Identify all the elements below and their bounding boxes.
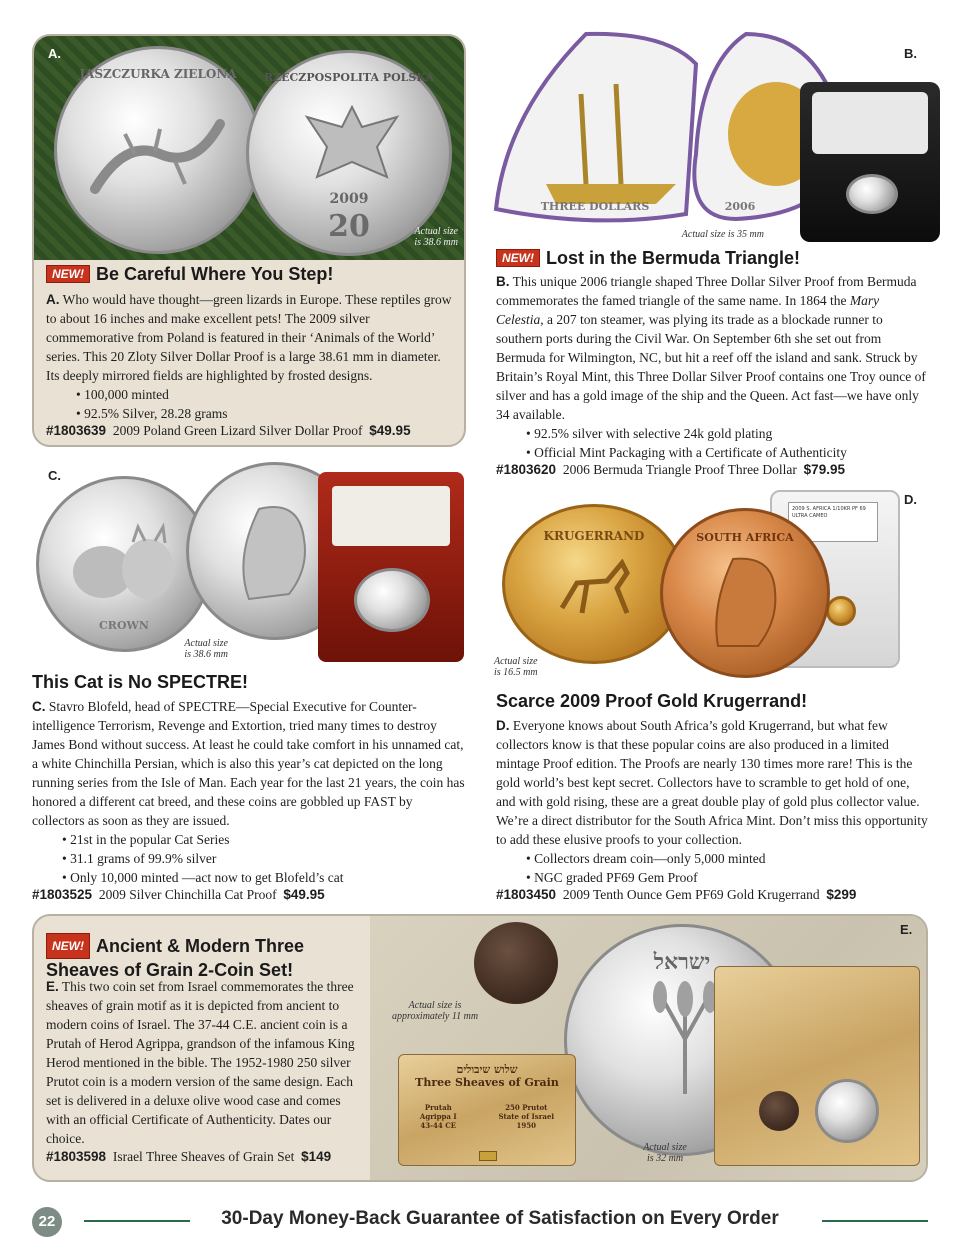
slab-coin (826, 596, 856, 626)
section-a-order-line (46, 423, 411, 439)
sku-number: #1803620 (496, 462, 557, 477)
bullet-item: • 92.5% silver with selective 24k gold plating (526, 424, 930, 443)
case-ancient-coin (759, 1091, 799, 1131)
cat-icon (63, 517, 183, 607)
section-c-body-letter: C. (32, 699, 46, 714)
bermuda-presentation-case (800, 82, 940, 242)
lizard-coins-photo (34, 36, 464, 260)
bermuda-coin-legend: THREE DOLLARS (540, 200, 650, 213)
case-title: Three Sheaves of Grain (415, 1076, 559, 1089)
case-coin (846, 174, 898, 214)
bullet-item: • 31.1 grams of 99.9% silver (62, 849, 466, 868)
eagle-icon (297, 97, 407, 187)
section-c-letter: C. (48, 468, 61, 483)
sku-number: #1803598 (46, 1149, 107, 1164)
product-name: 2009 Silver Chinchilla Cat Proof (98, 887, 277, 902)
section-b-size-caption: Actual size is 35 mm (681, 229, 764, 240)
section-a-title: NEW! Be Careful Where You Step! (46, 264, 333, 285)
price: $299 (826, 887, 857, 902)
kruger-portrait-icon (703, 551, 793, 651)
lizard-icon (85, 99, 235, 209)
new-badge: NEW! (46, 933, 90, 959)
sku-number: #1803525 (32, 887, 93, 902)
poland-coin-value: 20 (328, 209, 370, 244)
krugerrand-springbok-coin (502, 504, 686, 664)
section-d-bullets (526, 849, 930, 887)
bermuda-coin-year: 2006 (724, 200, 756, 213)
section-c-order-line (32, 887, 325, 903)
section-a-body-letter: A. (46, 292, 60, 307)
product-name: 2006 Bermuda Triangle Proof Three Dollar (562, 462, 797, 477)
case-modern-coin (815, 1079, 879, 1143)
price: $79.95 (803, 462, 845, 477)
section-d-title: Scarce 2009 Proof Gold Krugerrand! (496, 691, 808, 711)
cat-coin (36, 476, 212, 652)
footer-rule-left (84, 1220, 190, 1222)
section-b-order-line (496, 462, 845, 478)
section-b-body: B. This unique 2006 triangle shaped Three Dollar Silver Proof from Bermuda commemorates the famed triangle of the same name. In 1864 the Mary Celestia, a 207 ton steamer, was plying its trade as a blockade runner to southern ports during the Civil War. On September 6th she set out from Bermuda for Wilmington, NC, but hit a reef off the island and sank. Struck by Britain’s Royal Mint, this Three Dollar Silver Proof contains one Troy ounce of silver and has a gold image of the ship and the Queen. Act fast—we have only 34 available. • 92.5% silver with selective 24k gold plating • Official Mint Packaging with a Certificate of Authenticity (496, 272, 930, 462)
section-b-body-letter: B. (496, 274, 510, 289)
bullet-item: • 100,000 minted (76, 385, 454, 404)
section-e-body: E. This two coin set from Israel commemorates the three sheaves of grain motif as it is depicted from ancient to modern coins of Israel. The 37-44 C.E. ancient coin is a Prutah of Herod Agrippa, grandson of the infamous King Herod mentioned in the bible. The 1952-1980 250 silver Prutot coin is a modern version of the same design. Each set is delivered in a deluxe olive wood case and comes with an official Certificate of Authenticity. Dates our choice. (46, 979, 355, 1146)
section-e-large-size-caption: Actual size is 32 mm (643, 1142, 687, 1164)
kruger-portrait-coin (660, 508, 830, 678)
footer-rule-right (822, 1220, 928, 1222)
page-number: 22 (32, 1207, 62, 1237)
ancient-prutah-coin (474, 922, 558, 1004)
section-e-body-letter: E. (46, 979, 59, 994)
section-a-size-caption: Actual size is 38.6 mm (414, 226, 458, 248)
new-badge: NEW! (46, 265, 90, 283)
slab-label: 2009 S. AFRICA 1/10KR PF 69 ULTRA CAMEO (788, 502, 878, 542)
product-name: Israel Three Sheaves of Grain Set (112, 1149, 295, 1164)
bullet-item: • 21st in the popular Cat Series (62, 830, 466, 849)
section-c-size-caption: Actual size is 38.6 mm (184, 638, 228, 660)
section-e-title: NEW! Ancient & Modern Three Sheaves of Grain 2-Coin Set! (46, 933, 304, 981)
sku-number: #1803639 (46, 423, 107, 438)
bullet-item: • NGC graded PF69 Gem Proof (526, 868, 930, 887)
poland-coin-year: 2009 (329, 191, 369, 207)
kruger-coin-legend: SOUTH AFRICA (696, 531, 794, 544)
bullet-item: • 92.5% Silver, 28.28 grams (76, 404, 454, 423)
section-b-letter: B. (904, 46, 917, 61)
section-a-body: A. Who would have thought—green lizards in Europe. These reptiles grow to about 16 inches and make excellent pets! The 2009 silver commemorative from Poland is featured in their ‘Animals of the World’ series. This 20 Zloty Silver Dollar Proof is a large 38.61 mm in diameter. Its deeply mirrored fields are highlighted by frosted designs. • 100,000 minted • 92.5% Silver, 28.28 grams (46, 290, 454, 423)
cat-coin-legend: CROWN (99, 619, 149, 632)
sku-number: #1803450 (496, 887, 557, 902)
lizard-coin (54, 46, 262, 254)
cat-presentation-case (318, 472, 464, 662)
israel-coin-legend: ישראל (653, 949, 711, 975)
section-c-bullets (62, 830, 466, 887)
product-name: 2009 Tenth Ounce Gem PF69 Gold Krugerrand (562, 887, 820, 902)
bullet-item: • Collectors dream coin—only 5,000 minted (526, 849, 930, 868)
olive-wood-case-lid (398, 1054, 576, 1166)
queen-portrait-icon (229, 499, 319, 609)
price: $49.95 (283, 887, 325, 902)
case-right-inscription: 250 Prutot State of Israel 1950 (498, 1103, 555, 1130)
olive-wood-case-open (714, 966, 920, 1166)
section-d-body-letter: D. (496, 718, 510, 733)
section-e-small-size-caption: Actual size is approximately 11 mm (391, 1000, 479, 1022)
guarantee-banner: 30-Day Money-Back Guarantee of Satisfaction on Every Order (221, 1208, 779, 1229)
section-c-title: This Cat is No SPECTRE! (32, 672, 249, 692)
bullet-item: • Only 10,000 minted —act now to get Blofeld’s cat (62, 868, 466, 887)
springbok-icon (547, 553, 647, 623)
section-c-body: C. Stavro Blofeld, head of SPECTRE—Special Executive for Counter-intelligence Terrorism, Revenge and Extortion, tried many times to destroy James Bond without success. At least he could take comfort in his unnamed cat, a white Chinchilla Persian, which is also this year’s cat depicted on the long running series from the Isle of Man. Each year for the last 21 years, the coin has honored a different cat breed, and these coins are gobbled up FAST by collectors as soon as they are issued. • 21st in the popular Cat Series • 31.1 grams of 99.9% silver • Only 10,000 minted —act now to get Blofeld’s cat (32, 697, 466, 887)
price: $49.95 (369, 423, 411, 438)
lizard-coin-legend: JASZCZURKA ZIELONA (79, 67, 237, 81)
section-d-size-caption: Actual size is 16.5 mm (494, 656, 538, 678)
section-b-title: NEW! Lost in the Bermuda Triangle! (496, 248, 800, 269)
section-e-order-line (46, 1149, 331, 1165)
price: $149 (301, 1149, 332, 1164)
krugerrand-legend: KRUGERRAND (543, 529, 645, 543)
case-hebrew-title: שלוש שיבולים (456, 1063, 518, 1076)
section-a-letter: A. (48, 46, 61, 61)
section-a-bullets (76, 385, 454, 423)
new-badge: NEW! (496, 249, 540, 267)
product-name: 2009 Poland Green Lizard Silver Dollar Proof (112, 423, 363, 438)
poland-coin-legend: RZECZPOSPOLITA POLSKA (263, 71, 434, 84)
section-d-letter: D. (904, 492, 917, 507)
case-coin (354, 568, 430, 632)
section-d-body: D. Everyone knows about South Africa’s gold Krugerrand, but what few collectors know is that these popular coins are also produced in a limited mintage Proof edition. The Proofs are nearly 130 times more rare! This is the gold world’s best kept secret. Collectors have to scramble to get hold of one, and with gold rising, these are a great double play of gold plus collector value. We’re a direct distributor for the South Africa Mint. Don’t miss this opportunity to add these elusive proofs to your collection. • Collectors dream coin—only 5,000 minted • NGC graded PF69 Gem Proof (496, 716, 930, 887)
case-left-inscription: Prutah Agrippa I 43-44 CE (419, 1103, 457, 1130)
case-clasp (479, 1151, 497, 1161)
section-d-order-line (496, 887, 856, 903)
bullet-item: • Official Mint Packaging with a Certificate of Authenticity (526, 443, 930, 462)
section-e-letter: E. (900, 922, 913, 937)
section-b-bullets (526, 424, 930, 462)
